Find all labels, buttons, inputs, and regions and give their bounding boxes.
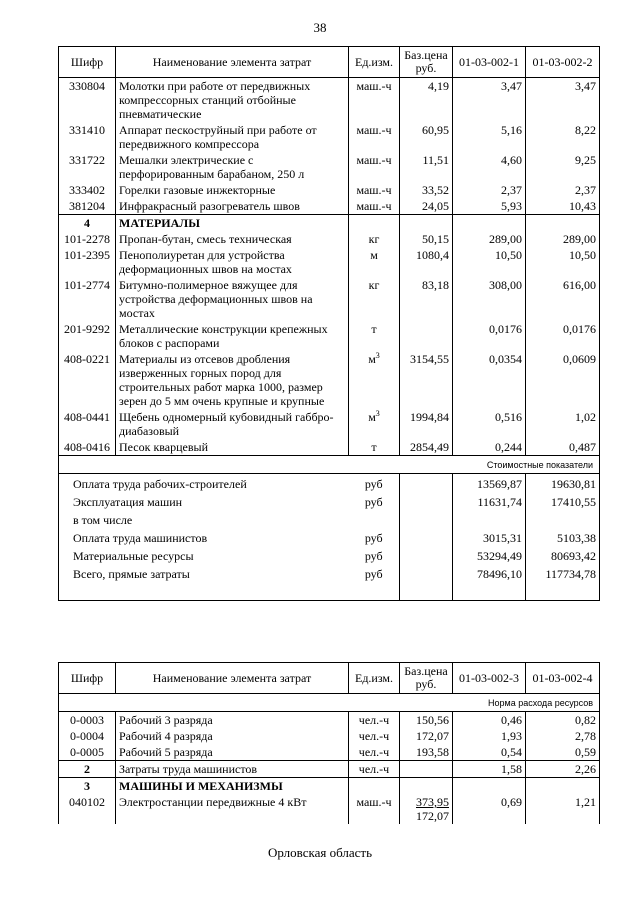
row-name: Материалы из отсевов дробления изверженных горных пород для строительных работ марка 1000, размер зерен до 5 мм очень крупные и крупные bbox=[116, 351, 349, 409]
header-unit: Ед.изм. bbox=[349, 663, 400, 694]
summary-row bbox=[59, 564, 600, 600]
row-unit: чел.-ч bbox=[349, 761, 400, 778]
summary-value-2: 19630,81 bbox=[526, 474, 600, 493]
row-code: 408-0221 bbox=[59, 351, 116, 409]
row-unit: т bbox=[349, 439, 400, 456]
summary-value-1: 3015,31 bbox=[453, 528, 526, 546]
row-code: 0-0004 bbox=[59, 728, 116, 744]
summary-value-1: 53294,49 bbox=[453, 546, 526, 564]
summary-unit: руб bbox=[364, 477, 383, 491]
row-price: 1994,84 bbox=[400, 409, 453, 439]
summary-value-1: 13569,87 bbox=[453, 474, 526, 493]
table-row bbox=[59, 712, 600, 729]
row-value-1: 10,50 bbox=[453, 247, 526, 277]
table-row bbox=[59, 794, 600, 824]
row-value-1: 5,16 bbox=[453, 122, 526, 152]
row-name: Аппарат пескоструйный при работе от передвижного компрессора bbox=[116, 122, 349, 152]
resource-table-1 bbox=[58, 46, 600, 601]
row-unit: маш.-ч bbox=[349, 198, 400, 215]
row-name: Пенополиуретан для устройства деформационных швов на мостах bbox=[116, 247, 349, 277]
row-price: 24,05 bbox=[400, 198, 453, 215]
section-code: 4 bbox=[59, 215, 116, 232]
row-value-2: 0,59 bbox=[526, 744, 600, 761]
unit-text: м bbox=[368, 352, 376, 366]
row-value-2: 2,78 bbox=[526, 728, 600, 744]
row-price bbox=[400, 794, 453, 824]
table-row bbox=[59, 231, 600, 247]
row-value-1: 0,46 bbox=[453, 712, 526, 729]
row-code: 040102 bbox=[59, 794, 116, 824]
unit-superscript: 3 bbox=[375, 351, 380, 360]
row-value-1: 0,69 bbox=[453, 794, 526, 824]
row-price: 172,07 bbox=[400, 728, 453, 744]
summary-label: Оплата труда рабочих-строителей bbox=[59, 474, 349, 493]
row-code: 408-0416 bbox=[59, 439, 116, 456]
summary-row bbox=[59, 528, 600, 546]
row-unit: маш.-ч bbox=[349, 152, 400, 182]
row-name: Битумно-полимерное вяжущее для устройства деформационных швов на мостах bbox=[116, 277, 349, 321]
row-name: Щебень одномерный кубовидный габбро-диабазовый bbox=[116, 409, 349, 439]
row-code: 101-2395 bbox=[59, 247, 116, 277]
cost-indicators-caption: Стоимостные показатели bbox=[59, 456, 600, 474]
row-value-1: 3,47 bbox=[453, 78, 526, 123]
row-value-2: 0,82 bbox=[526, 712, 600, 729]
row-value-1: 0,0176 bbox=[453, 321, 526, 351]
row-value-2: 1,21 bbox=[526, 794, 600, 824]
summary-unit: руб bbox=[349, 564, 400, 600]
row-value-1: 1,58 bbox=[453, 761, 526, 778]
table-row bbox=[59, 744, 600, 761]
row-name: Металлические конструкции крепежных блоков с распорами bbox=[116, 321, 349, 351]
summary-value-2: 117734,78 bbox=[526, 564, 600, 600]
row-price: 193,58 bbox=[400, 744, 453, 761]
row-price: 83,18 bbox=[400, 277, 453, 321]
summary-label: Оплата труда машинистов bbox=[59, 528, 349, 546]
page-footer: Орловская область bbox=[267, 845, 373, 860]
row-unit: чел.-ч bbox=[349, 744, 400, 761]
row-value-1: 5,93 bbox=[453, 198, 526, 215]
section-title: Затраты труда машинистов bbox=[116, 761, 349, 778]
row-code: 408-0441 bbox=[59, 409, 116, 439]
summary-unit: руб bbox=[364, 531, 383, 545]
row-name: Рабочий 4 разряда bbox=[116, 728, 349, 744]
row-name: Молотки при работе от передвижных компрессорных станций отбойные пневматические bbox=[116, 78, 349, 123]
row-unit: маш.-ч bbox=[349, 794, 400, 824]
row-code: 101-2278 bbox=[59, 231, 116, 247]
summary-label: в том числе bbox=[59, 510, 349, 528]
row-value-1: 0,244 bbox=[453, 439, 526, 456]
row-price: 11,51 bbox=[400, 152, 453, 182]
row-value-2: 10,43 bbox=[526, 198, 600, 215]
summary-row bbox=[59, 492, 600, 510]
row-value-2: 10,50 bbox=[526, 247, 600, 277]
table-row bbox=[59, 351, 600, 409]
table-row bbox=[59, 182, 600, 198]
row-code: 333402 bbox=[59, 182, 116, 198]
summary-label: Материальные ресурсы bbox=[59, 546, 349, 564]
row-unit: кг bbox=[349, 277, 400, 321]
header-price: Баз.цена руб. bbox=[400, 663, 453, 694]
summary-row bbox=[59, 546, 600, 564]
section-row bbox=[59, 778, 600, 795]
header-code: Шифр bbox=[59, 663, 116, 694]
resource-norm-caption: Норма расхода ресурсов bbox=[59, 694, 600, 712]
header-col1: 01-03-002-3 bbox=[453, 663, 526, 694]
row-value-2: 0,0176 bbox=[526, 321, 600, 351]
resource-table-2 bbox=[58, 662, 600, 824]
row-value-2: 0,0609 bbox=[526, 351, 600, 409]
summary-unit bbox=[349, 510, 400, 528]
row-value-2: 1,02 bbox=[526, 409, 600, 439]
row-value-1: 0,54 bbox=[453, 744, 526, 761]
header-col2: 01-03-002-2 bbox=[526, 47, 600, 78]
row-price: 4,19 bbox=[400, 78, 453, 123]
summary-row bbox=[59, 510, 600, 528]
row-value-2: 2,26 bbox=[526, 761, 600, 778]
summary-value-2: 5103,38 bbox=[526, 528, 600, 546]
summary-value-2: 80693,42 bbox=[526, 546, 600, 564]
summary-value-2 bbox=[526, 510, 600, 528]
page-number: 38 bbox=[313, 20, 327, 35]
summary-label: Эксплуатация машин bbox=[59, 492, 349, 510]
row-unit bbox=[349, 409, 400, 439]
header-price: Баз.цена руб. bbox=[400, 47, 453, 78]
summary-value-1 bbox=[453, 510, 526, 528]
section-row bbox=[59, 761, 600, 778]
table-row bbox=[59, 439, 600, 456]
row-value-2: 8,22 bbox=[526, 122, 600, 152]
row-price: 50,15 bbox=[400, 231, 453, 247]
caption-row bbox=[59, 456, 600, 474]
row-code: 331722 bbox=[59, 152, 116, 182]
row-value-2: 616,00 bbox=[526, 277, 600, 321]
unit-text: м bbox=[368, 410, 376, 424]
table-row bbox=[59, 277, 600, 321]
row-code: 330804 bbox=[59, 78, 116, 123]
row-value-1: 0,0354 bbox=[453, 351, 526, 409]
row-value-1: 4,60 bbox=[453, 152, 526, 182]
row-price bbox=[400, 321, 453, 351]
row-unit: маш.-ч bbox=[349, 78, 400, 123]
row-unit: чел.-ч bbox=[349, 712, 400, 729]
row-value-1: 0,516 bbox=[453, 409, 526, 439]
row-name: Рабочий 5 разряда bbox=[116, 744, 349, 761]
table-row bbox=[59, 247, 600, 277]
row-name: Пропан-бутан, смесь техническая bbox=[116, 231, 349, 247]
row-value-1: 2,37 bbox=[453, 182, 526, 198]
section-row bbox=[59, 215, 600, 232]
row-code: 331410 bbox=[59, 122, 116, 152]
row-price: 3154,55 bbox=[400, 351, 453, 409]
row-value-2: 2,37 bbox=[526, 182, 600, 198]
header-code: Шифр bbox=[59, 47, 116, 78]
row-price: 33,52 bbox=[400, 182, 453, 198]
header-name: Наименование элемента затрат bbox=[116, 47, 349, 78]
summary-value-1: 78496,10 bbox=[453, 564, 526, 600]
table-row bbox=[59, 409, 600, 439]
row-code: 0-0003 bbox=[59, 712, 116, 729]
row-name: Электростанции передвижные 4 кВт bbox=[116, 794, 349, 824]
header-unit: Ед.изм. bbox=[349, 47, 400, 78]
row-code: 381204 bbox=[59, 198, 116, 215]
section-code: 3 bbox=[59, 778, 116, 795]
row-price-main: 373,95 bbox=[416, 795, 449, 809]
table-row bbox=[59, 198, 600, 215]
header-name: Наименование элемента затрат bbox=[116, 663, 349, 694]
row-code: 201-9292 bbox=[59, 321, 116, 351]
header-col2: 01-03-002-4 bbox=[526, 663, 600, 694]
row-unit: т bbox=[349, 321, 400, 351]
table-row bbox=[59, 728, 600, 744]
row-name: Песок кварцевый bbox=[116, 439, 349, 456]
row-price-secondary: 172,07 bbox=[416, 809, 449, 823]
row-value-2: 3,47 bbox=[526, 78, 600, 123]
summary-unit: руб bbox=[364, 495, 383, 509]
row-value-1: 289,00 bbox=[453, 231, 526, 247]
table-row bbox=[59, 122, 600, 152]
row-name: Мешалки электрические с перфорированным барабаном, 250 л bbox=[116, 152, 349, 182]
row-code: 0-0005 bbox=[59, 744, 116, 761]
row-code: 101-2774 bbox=[59, 277, 116, 321]
table-row bbox=[59, 78, 600, 123]
row-name: Рабочий 3 разряда bbox=[116, 712, 349, 729]
summary-label: Всего, прямые затраты bbox=[59, 564, 349, 600]
row-unit: маш.-ч bbox=[349, 122, 400, 152]
row-unit bbox=[349, 351, 400, 409]
table-row bbox=[59, 321, 600, 351]
row-unit: чел.-ч bbox=[349, 728, 400, 744]
row-unit: кг bbox=[349, 231, 400, 247]
row-value-2: 0,487 bbox=[526, 439, 600, 456]
summary-row bbox=[59, 474, 600, 493]
row-price: 1080,4 bbox=[400, 247, 453, 277]
summary-value-2: 17410,55 bbox=[526, 492, 600, 510]
row-unit: м bbox=[349, 247, 400, 277]
caption-row bbox=[59, 694, 600, 712]
summary-unit: руб bbox=[364, 549, 383, 563]
row-unit: маш.-ч bbox=[349, 182, 400, 198]
row-value-1: 308,00 bbox=[453, 277, 526, 321]
section-code: 2 bbox=[59, 761, 116, 778]
section-title: МАТЕРИАЛЫ bbox=[116, 215, 349, 232]
row-price: 60,95 bbox=[400, 122, 453, 152]
header-col1: 01-03-002-1 bbox=[453, 47, 526, 78]
row-name: Инфракрасный разогреватель швов bbox=[116, 198, 349, 215]
row-price: 2854,49 bbox=[400, 439, 453, 456]
table-row bbox=[59, 152, 600, 182]
unit-superscript: 3 bbox=[375, 409, 380, 418]
section-title: МАШИНЫ И МЕХАНИЗМЫ bbox=[116, 778, 349, 795]
row-price: 150,56 bbox=[400, 712, 453, 729]
row-value-1: 1,93 bbox=[453, 728, 526, 744]
summary-value-1: 11631,74 bbox=[453, 492, 526, 510]
row-name: Горелки газовые инжекторные bbox=[116, 182, 349, 198]
row-value-2: 289,00 bbox=[526, 231, 600, 247]
row-value-2: 9,25 bbox=[526, 152, 600, 182]
